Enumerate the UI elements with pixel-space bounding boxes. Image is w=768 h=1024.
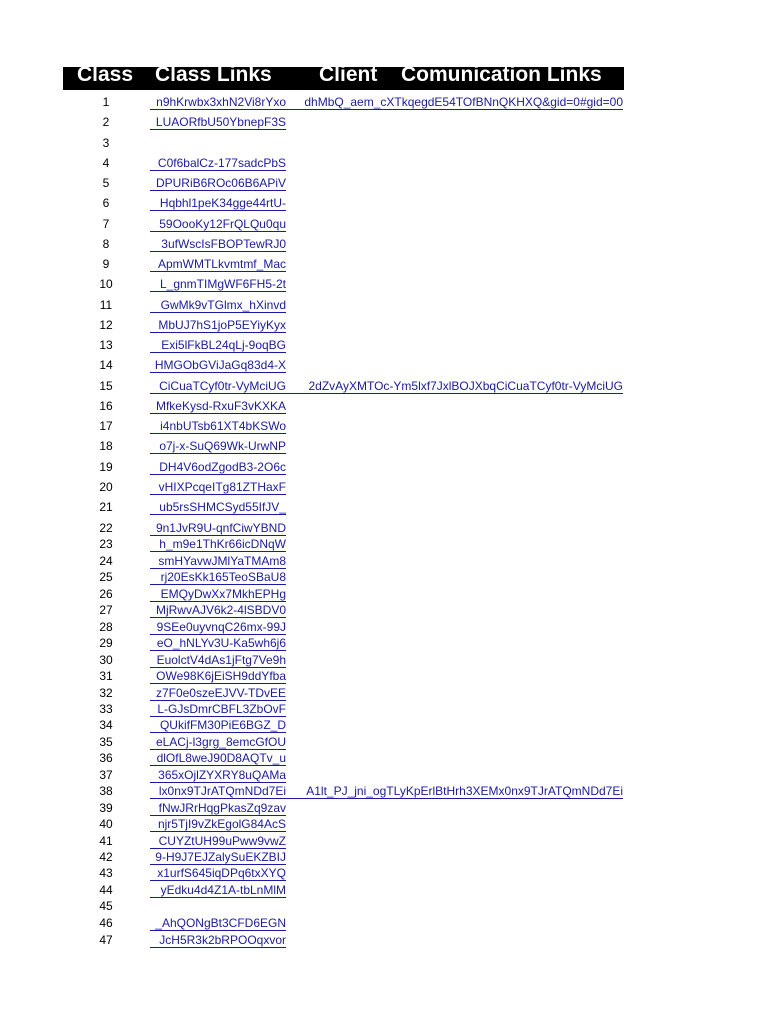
row-number: 8: [102, 236, 110, 251]
class-link-cell[interactable]: [150, 499, 286, 515]
row-number: 26: [99, 586, 113, 601]
row-number: 13: [99, 338, 113, 352]
class-link[interactable]: eO_hNLYv3U-Ka5wh6j6: [156, 636, 286, 651]
table-row: [0, 553, 768, 569]
table-row: [0, 216, 768, 232]
row-number: 33: [99, 701, 113, 716]
class-link-cell[interactable]: [150, 236, 286, 252]
class-link-cell[interactable]: [150, 135, 286, 151]
row-number: 43: [99, 866, 113, 881]
class-link-cell[interactable]: [150, 783, 286, 799]
table-row: [0, 569, 768, 585]
row-number: 39: [99, 800, 113, 815]
table-row: [0, 317, 768, 333]
row-number: 41: [99, 833, 113, 848]
class-link[interactable]: CiCuaTCyf0tr-VyMciUG: [159, 378, 286, 393]
class-link-cell[interactable]: [150, 685, 286, 701]
class-link-cell[interactable]: [150, 619, 286, 635]
row-number: 11: [99, 297, 113, 312]
row-number: 22: [99, 521, 113, 535]
class-link-cell[interactable]: [150, 276, 286, 292]
class-link[interactable]: DPURiB6ROc06B6APiV: [155, 176, 286, 190]
table-row: [0, 898, 768, 914]
class-link[interactable]: _AhQONgBt3CFD6EGN: [155, 916, 286, 930]
class-link-cell[interactable]: [150, 297, 286, 313]
row-number: 16: [99, 398, 113, 413]
class-link-cell[interactable]: [150, 479, 286, 495]
class-link[interactable]: lx0nx9TJrATQmNDd7Ei: [158, 784, 286, 799]
table-row: [0, 175, 768, 191]
row-number: 6: [102, 196, 110, 211]
class-link-cell[interactable]: [150, 553, 286, 569]
class-link-cell[interactable]: [150, 668, 286, 684]
class-link-cell[interactable]: [150, 898, 286, 914]
class-link[interactable]: yEdku4d4Z1A-tbLnMlM: [160, 882, 286, 897]
header-class: Class: [77, 67, 134, 86]
row-number: 30: [99, 652, 113, 667]
class-link[interactable]: MjRwvAJV6k2-4lSBDV0: [155, 603, 286, 618]
table-row: [0, 767, 768, 783]
class-link-cell[interactable]: [150, 750, 286, 766]
row-number: 1: [102, 95, 110, 109]
class-link-cell[interactable]: [150, 932, 286, 948]
class-link-cell[interactable]: [150, 816, 286, 832]
communication-link-cell[interactable]: [286, 94, 623, 110]
row-number: 10: [99, 277, 113, 292]
row-number: 24: [99, 553, 113, 568]
communication-link[interactable]: dhMbQ_aem_cXTkqegdE54TOfBNnQKHXQ&gid=0#gid=00: [304, 95, 623, 109]
table-row: [0, 816, 768, 832]
table-row: [0, 849, 768, 865]
header-row: [63, 67, 624, 90]
row-number: 35: [99, 734, 113, 749]
class-link[interactable]: 3ufWscIsFBOPTewRJ0: [161, 236, 286, 251]
table-row: [0, 668, 768, 684]
row-number: 47: [99, 933, 113, 947]
row-number: 45: [99, 899, 113, 913]
class-link-cell[interactable]: [150, 849, 286, 865]
row-number: 31: [99, 669, 113, 684]
class-link[interactable]: smHYavwJMlYaTMAm8: [158, 553, 286, 568]
class-link[interactable]: C0f6balCz-177sadcPbS: [157, 155, 286, 170]
table-row: [0, 800, 768, 816]
row-number: 38: [99, 784, 113, 799]
class-link[interactable]: EMQyDwXx7MkhEPHg: [160, 586, 286, 601]
table-row: [0, 155, 768, 171]
class-link[interactable]: L_gnmTIMgWF6FH5-2t: [159, 277, 286, 292]
table-row: [0, 783, 768, 799]
row-number: 27: [99, 603, 113, 618]
class-link-cell[interactable]: [150, 195, 286, 211]
class-link[interactable]: h_m9e1ThKr66icDNqW: [159, 537, 286, 552]
header-class-links: Class Links: [155, 67, 272, 86]
row-number: 12: [99, 317, 113, 332]
table-row: [0, 114, 768, 130]
class-link[interactable]: dlOfL8weJ90D8AQTv_u: [156, 751, 286, 766]
row-number: 25: [99, 570, 113, 585]
row-number: 4: [102, 155, 110, 170]
class-link-cell[interactable]: [150, 915, 286, 931]
row-number: 29: [99, 636, 113, 651]
row-number: 36: [99, 751, 113, 766]
table-row: [0, 398, 768, 414]
communication-link[interactable]: A1lt_PJ_jni_ogTLyKpErlBtHrh3XEMx0nx9TJrATQmNDd7Ei: [306, 784, 623, 799]
row-number: 7: [102, 216, 110, 231]
class-link-cell[interactable]: [150, 652, 286, 668]
row-number: 40: [99, 817, 113, 832]
row-number: 44: [99, 882, 113, 897]
table-row: [0, 418, 768, 434]
class-link-cell[interactable]: [150, 216, 286, 232]
communication-link[interactable]: 2dZvAyXMTOc-Ym5lxf7JxlBOJXbqCiCuaTCyf0tr-VyMciUG: [308, 378, 623, 393]
class-link[interactable]: DH4V6odZgodB3-2O6c: [159, 459, 286, 474]
table-row: [0, 701, 768, 717]
class-link-cell[interactable]: [150, 800, 286, 816]
class-link[interactable]: Hqbhl1peK34gge44rtU-: [159, 196, 286, 211]
table-row: [0, 619, 768, 635]
table-row: [0, 337, 768, 353]
class-link[interactable]: n9hKrwbx3xhN2Vi8rYxo: [156, 95, 286, 109]
row-number: 18: [99, 439, 113, 454]
table-row: [0, 717, 768, 733]
class-link-cell[interactable]: [150, 767, 286, 783]
table-row: [0, 932, 768, 948]
table-row: [0, 94, 768, 110]
row-number: 23: [99, 537, 113, 552]
class-link-cell[interactable]: [150, 378, 286, 394]
row-number: 15: [99, 378, 113, 393]
table-row: [0, 276, 768, 292]
row-number: 42: [99, 850, 113, 864]
class-link-cell[interactable]: [150, 418, 286, 434]
table-row: [0, 833, 768, 849]
table-row: [0, 357, 768, 373]
class-link-cell[interactable]: [150, 602, 286, 618]
row-number: 34: [99, 718, 113, 733]
class-link[interactable]: MfkeKysd-RxuF3vKXKA: [155, 398, 286, 413]
class-link-cell[interactable]: [150, 114, 286, 130]
class-link-cell[interactable]: [150, 337, 286, 353]
table-row: [0, 297, 768, 313]
class-link[interactable]: MbUJ7hS1joP5EYiyKyx: [158, 317, 286, 332]
class-link-cell[interactable]: [150, 882, 286, 898]
class-link[interactable]: GwMk9vTGlmx_hXinvd: [160, 297, 286, 312]
class-link[interactable]: LUAORfbU50YbnepF3S: [155, 115, 286, 130]
table-row: [0, 438, 768, 454]
class-link[interactable]: Exi5lFkBL24qLj-9oqBG: [161, 338, 286, 352]
table-row: [0, 602, 768, 618]
class-link-cell[interactable]: [150, 635, 286, 651]
table-row: [0, 536, 768, 552]
class-link-cell[interactable]: [150, 256, 286, 272]
table-row: [0, 135, 768, 151]
class-link[interactable]: eLACj-l3grg_8emcGfOU: [155, 734, 286, 749]
class-link-cell[interactable]: [150, 536, 286, 552]
class-link[interactable]: ApmWMTLkvmtmf_Mac: [157, 257, 286, 271]
class-link[interactable]: 9-H9J7EJZalySuEKZBIJ: [155, 850, 286, 864]
class-link[interactable]: HMGObGViJaGq83d4-X: [154, 358, 286, 373]
row-number: 37: [99, 767, 113, 782]
row-number: 32: [99, 685, 113, 700]
row-number: 9: [102, 257, 110, 271]
class-link[interactable]: EuolctV4dAs1jFtg7Ve9h: [156, 652, 286, 667]
class-link-cell[interactable]: [150, 520, 286, 536]
row-number: 17: [99, 419, 113, 433]
class-link[interactable]: o7j-x-SuQ69Wk-UrwNP: [159, 439, 286, 454]
header-communication-links: Comunication Links: [401, 67, 602, 86]
row-number: 19: [99, 459, 113, 474]
class-link[interactable]: z7F0e0szeEJVV-TDvEE: [155, 685, 286, 700]
table-row: [0, 882, 768, 898]
table-row: [0, 499, 768, 515]
table-row: [0, 750, 768, 766]
communication-link-cell[interactable]: [286, 783, 623, 799]
table-row: [0, 865, 768, 881]
class-link[interactable]: vHIXPcqeITg81ZTHaxF: [158, 479, 286, 494]
table-row: [0, 652, 768, 668]
row-number: 5: [102, 176, 110, 190]
class-link[interactable]: fNwJRrHqgPkasZq9zav: [158, 800, 286, 815]
class-link-cell[interactable]: [150, 155, 286, 171]
row-number: 28: [99, 619, 113, 634]
class-link-cell[interactable]: [150, 701, 286, 717]
header-client: Client: [319, 67, 378, 86]
row-number: 21: [99, 500, 113, 514]
class-link[interactable]: 9SEe0uyvnqC26mx-99J: [156, 619, 286, 634]
table-row: [0, 378, 768, 394]
class-link[interactable]: CUYZtUH99uPww9vwZ: [158, 833, 286, 848]
class-link[interactable]: JcH5R3k2bRPOOqxvor: [159, 933, 286, 947]
table-row: [0, 915, 768, 931]
table-row: [0, 586, 768, 602]
table-row: [0, 685, 768, 701]
table-row: [0, 236, 768, 252]
table-row: [0, 459, 768, 475]
class-link-cell[interactable]: [150, 357, 286, 373]
table-row: [0, 195, 768, 211]
class-link[interactable]: 9n1JvR9U-qnfCiwYBND: [155, 521, 286, 535]
row-number: 3: [102, 135, 110, 150]
class-link[interactable]: 59OooKy12FrQLQu0qu: [159, 216, 286, 231]
class-link-cell[interactable]: [150, 398, 286, 414]
class-link-cell[interactable]: [150, 94, 286, 110]
class-link[interactable]: OWe98K6jEiSH9ddYfba: [156, 669, 286, 684]
row-number: 2: [102, 115, 110, 130]
row-number: 20: [99, 479, 113, 494]
class-link-cell[interactable]: [150, 865, 286, 881]
class-link[interactable]: QUkifFM30PiE6BGZ_D: [159, 718, 286, 733]
class-link-cell[interactable]: [150, 586, 286, 602]
communication-link-cell[interactable]: [286, 378, 623, 394]
table-row: [0, 256, 768, 272]
class-link[interactable]: rj20EsKk165TeoSBaU8: [160, 570, 286, 585]
class-link[interactable]: L-GJsDmrCBFL3ZbOvF: [157, 701, 286, 716]
class-link-cell[interactable]: [150, 317, 286, 333]
class-link-cell[interactable]: [150, 438, 286, 454]
class-link[interactable]: 365xOjlZYXRY8uQAMa: [158, 767, 286, 782]
class-link-cell[interactable]: [150, 717, 286, 733]
class-link-cell[interactable]: [150, 175, 286, 191]
row-number: 14: [99, 358, 113, 373]
table-row: [0, 635, 768, 651]
table-row: [0, 520, 768, 536]
class-link-cell[interactable]: [150, 734, 286, 750]
table-row: [0, 734, 768, 750]
class-link[interactable]: ub5rsSHMCSyd55IfJV_: [159, 500, 286, 514]
class-link-cell[interactable]: [150, 569, 286, 585]
row-number: 46: [99, 916, 113, 930]
class-link[interactable]: njr5TjI9vZkEgolG84AcS: [157, 817, 286, 832]
table-row: [0, 479, 768, 495]
class-link[interactable]: x1urfS645iqDPq6txXYQ: [157, 866, 286, 881]
class-link[interactable]: i4nbUTsb61XT4bKSWo: [160, 419, 286, 433]
class-link-cell[interactable]: [150, 833, 286, 849]
class-link-cell[interactable]: [150, 459, 286, 475]
